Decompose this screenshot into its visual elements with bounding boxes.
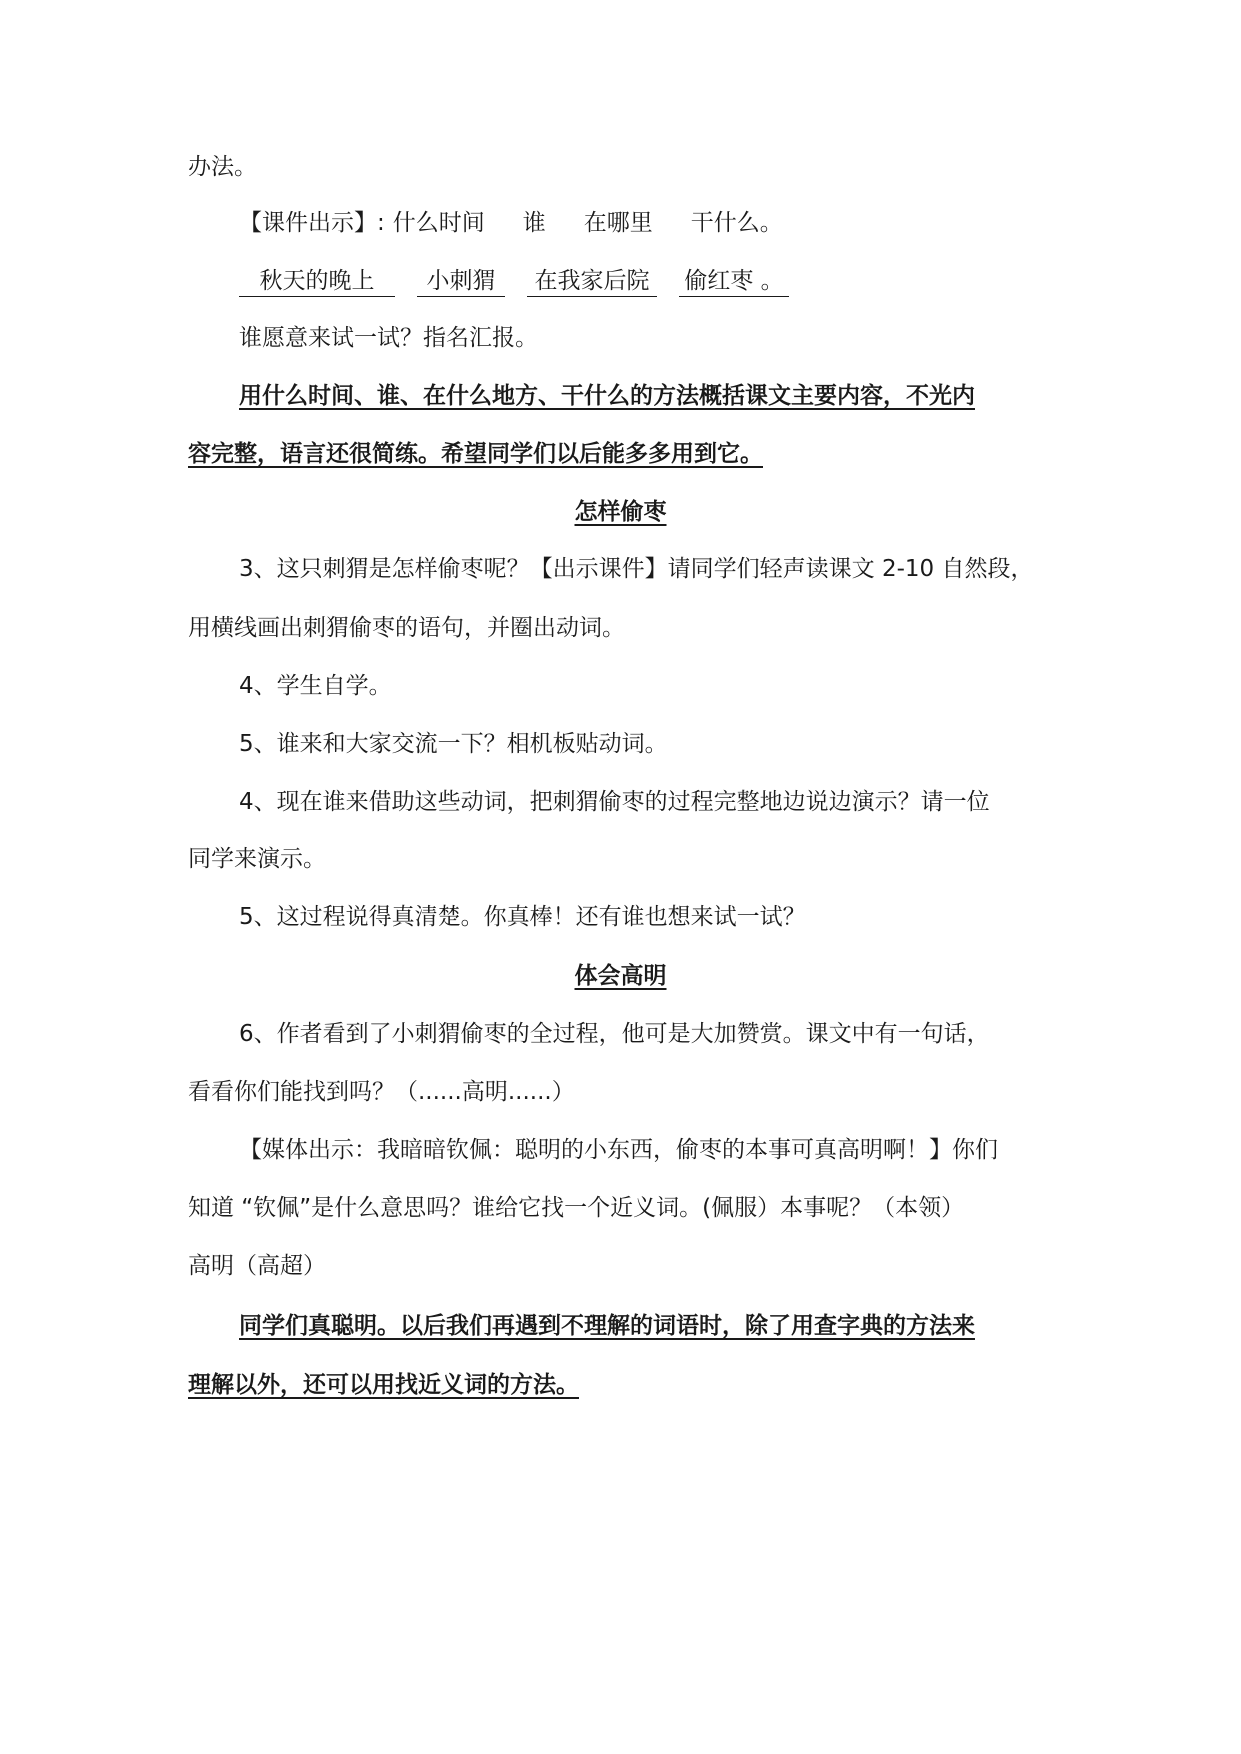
paragraph-line: 用横线画出刺猬偷枣的语句，并圈出动词。 [188,615,625,641]
paragraph-line: 高明（高超） [188,1253,326,1279]
emphasis-line: 用什么时间、谁、在什么地方、干什么的方法概括课文主要内容，不光内 [239,383,975,409]
answer-blank: 秋天的晚上 [239,266,395,297]
paragraph-line: 4、现在谁来借助这些动词，把刺猬偷枣的过程完整地边说边演示？请一位 [239,789,990,815]
prompt-item: 什么时间 [392,210,485,236]
paragraph-line: 5、这过程说得真清楚。你真棒！还有谁也想来试一试？ [239,904,806,930]
paragraph-line: 知道 “钦佩”是什么意思吗？谁给它找一个近义词。(佩服）本事呢？（本领） [188,1195,965,1221]
courseware-label: 【课件出示】: [239,210,385,236]
paragraph-line: 谁愿意来试一试？指名汇报。 [239,325,538,351]
paragraph-line: 【媒体出示：我暗暗钦佩：聪明的小东西，偷枣的本事可真高明啊！】你们 [239,1137,998,1163]
emphasis-line: 同学们真聪明。以后我们再遇到不理解的词语时，除了用查字典的方法来 [239,1313,975,1339]
prompt-item: 在哪里 [583,210,653,236]
answer-blank: 在我家后院 [527,266,657,297]
emphasis-line: 理解以外，还可以用找近义词的方法。 [188,1372,579,1398]
paragraph-line: 3、这只刺猬是怎样偷枣呢？【出示课件】请同学们轻声读课文 2-10 自然段， [239,556,1034,582]
paragraph-line: 同学来演示。 [188,846,326,872]
answer-blanks-line [239,265,1059,297]
section-heading: 体会高明 [574,963,667,989]
prompt-item: 谁 [522,210,546,236]
answer-blank: 小刺猬 [417,266,505,297]
paragraph-line: 看看你们能找到吗？（......高明......） [188,1079,575,1105]
emphasis-line: 容完整，语言还很简练。希望同学们以后能多多用到它。 [188,441,763,467]
paragraph-line: 办法。 [188,154,257,180]
answer-blank: 偷红枣 。 [679,266,789,297]
paragraph-line: 4、学生自学。 [239,673,392,699]
prompt-item: 干什么。 [690,210,783,236]
section-heading: 怎样偷枣 [574,499,667,525]
paragraph-line: 6、作者看到了小刺猬偷枣的全过程，他可是大加赞赏。课文中有一句话， [239,1021,990,1047]
paragraph-line: 5、谁来和大家交流一下？相机板贴动词。 [239,731,668,757]
courseware-prompt-line [239,207,1059,239]
